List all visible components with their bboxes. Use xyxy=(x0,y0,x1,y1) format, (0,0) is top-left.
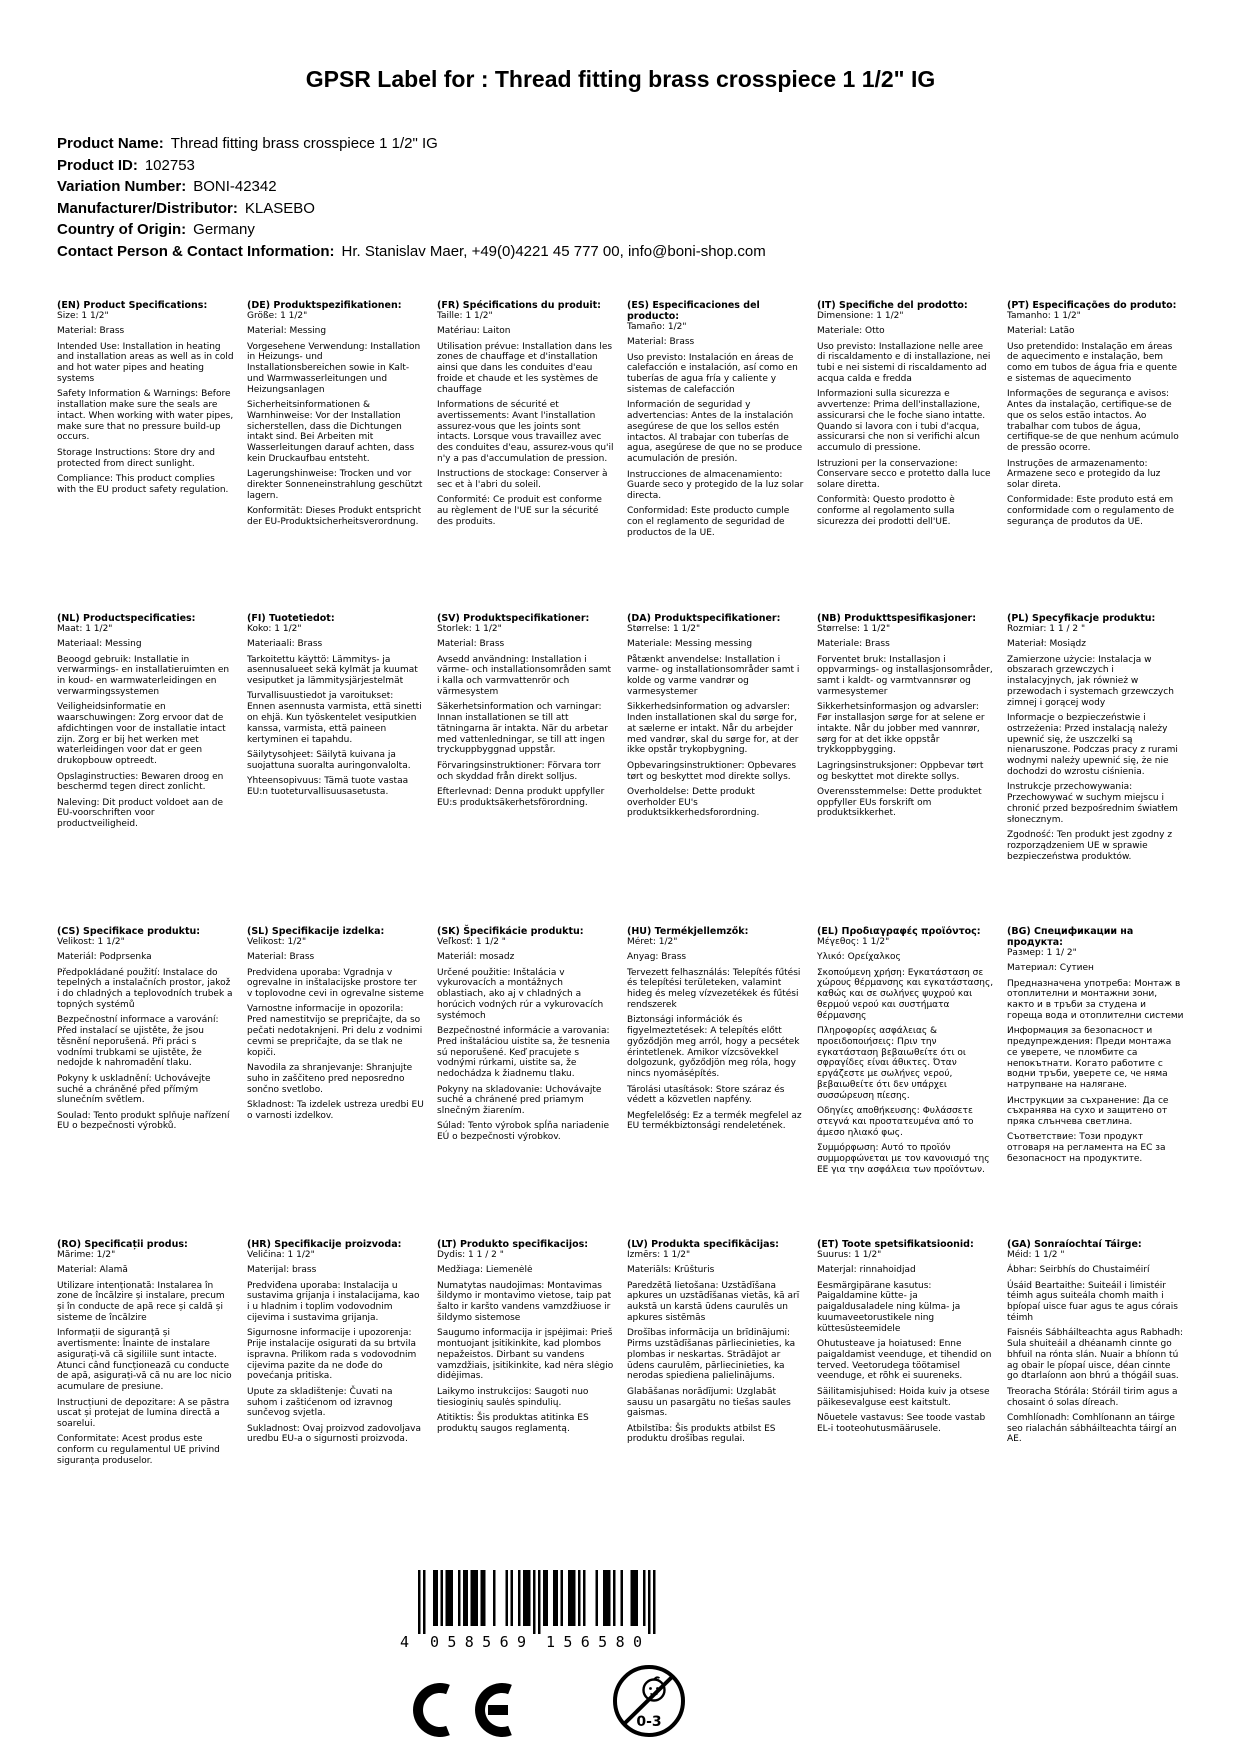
spec-cell-pl xyxy=(1007,613,1184,926)
spec-cell-hr xyxy=(247,1239,424,1552)
spec-paragraph: Uso previsto: Installazione nelle aree di riscaldamento e di installazione, nei tubi e nei sistemi di riscaldamento ad acqua calda e fredda xyxy=(817,341,991,384)
spec-paragraph: Material: Brass xyxy=(627,337,695,348)
spec-paragraph: Instruções de armazenamento: Armazene seco e protegido da luz solar direta. xyxy=(1007,458,1161,491)
spec-cell-sl xyxy=(247,926,424,1239)
spec-heading: (FR) Spécifications du produit: xyxy=(437,300,601,311)
spec-paragraph: Konformität: Dieses Produkt entspricht der EU-Produktsicherheitsverordnung. xyxy=(247,506,422,528)
spec-paragraph: Glabāšanas norādījumi: Uzglabāt sausu un pasargātu no tiešas saules gaismas. xyxy=(627,1386,791,1419)
spec-paragraph: Beoogd gebruik: Installatie in verwarmings- en installatieruimten en in koud- en warmwaterleidingen en verwarmingssystemen xyxy=(57,654,230,697)
spec-heading: (SL) Specifikacije izdelka: xyxy=(247,926,385,937)
spec-paragraph: Méret: 1/2" xyxy=(627,937,678,947)
spec-paragraph: Material: Messing xyxy=(247,326,327,337)
spec-paragraph: Påtænkt anvendelse: Installation i varme- og installationsområder samt i kolde og varme vandrør og varmesystemer xyxy=(627,654,800,697)
barcode-bar xyxy=(553,1570,556,1626)
spec-paragraph: Conformitate: Acest produs este conform cu regulamentul UE privind siguranța produselor. xyxy=(57,1434,220,1467)
product-info-label: Country of Origin: xyxy=(57,221,187,238)
spec-cell-nl xyxy=(57,613,234,926)
spec-paragraph: Informations de sécurité et avertissements: Avant l'installation assurez-vous que les joints sont intacts. Lorsque vous travaillez avec des conduites d'eau, assurez-vous qu'il n'y a pas d'accumulation de pression. xyxy=(437,400,614,465)
product-info-row xyxy=(57,241,1241,263)
spec-heading: (DA) Produktspecifikationer: xyxy=(627,613,781,624)
spec-paragraph: Overholdelse: Dette produkt overholder EU's produktsikkerhedsforordning. xyxy=(627,786,760,819)
spec-paragraph: Material: Latão xyxy=(1007,326,1075,337)
ce-mark-icon xyxy=(404,1682,522,1738)
spec-heading: (HR) Specifikacije proizvoda: xyxy=(247,1239,402,1250)
age-warning-label: 0-3 xyxy=(636,1714,662,1730)
spec-paragraph: Størrelse: 1 1/2" xyxy=(817,624,891,634)
spec-paragraph: Úsáid Beartaithe: Suiteáil i limistéir téimh agus suiteála chomh maith i bpíopaí uisce fuar agus te agus córais téimh xyxy=(1007,1280,1178,1323)
spec-paragraph: Ohutusteave ja hoiatused: Enne paigaldamist veenduge, et tihendid on terved. Veetorudega töötamisel veenduge, et rõhk ei suureneks. xyxy=(817,1339,992,1382)
barcode-bar xyxy=(636,1570,639,1626)
barcode-bar xyxy=(458,1570,461,1626)
spec-paragraph: Biztonsági információk és figyelmeztetések: A telepítés előtt győződjön meg arról, hogy a pecsétek érintetlenek. Amikor vízcsövekkel dolgozunk, győződjön meg róla, hogy nincs nyomásépítés. xyxy=(627,1015,800,1080)
spec-paragraph: Megfelelőség: Ez a termék megfelel az EU termékbiztonsági rendeletének. xyxy=(627,1110,802,1132)
spec-paragraph: Anyag: Brass xyxy=(627,952,687,963)
spec-paragraph: Instrukcje przechowywania: Przechowywać w suchym miejscu i chronić przed bezpośrednim światłem słonecznym. xyxy=(1007,782,1178,825)
product-info-value: Hr. Stanislav Maer, +49(0)4221 45 777 00, info@boni-shop.com xyxy=(341,242,766,260)
barcode-bar xyxy=(481,1570,484,1626)
spec-paragraph: Opslaginstructies: Bewaren droog en beschermd tegen direct zonlicht. xyxy=(57,771,224,793)
spec-cell-hu xyxy=(627,926,804,1239)
spec-paragraph: Μέγεθος: 1 1/2" xyxy=(817,937,890,947)
product-info-label: Product ID: xyxy=(57,156,138,174)
spec-paragraph: Materiał: Mosiądz xyxy=(1007,639,1086,650)
page-title: GPSR Label for : Thread fitting brass crosspiece 1 1/2" IG xyxy=(305,66,936,92)
barcode-right-digits: 156580 xyxy=(546,1633,642,1651)
product-info-label: Contact Person & Contact Information: xyxy=(57,242,335,260)
spec-paragraph: Material: Brass xyxy=(57,326,125,337)
barcode-bar xyxy=(518,1570,521,1626)
spec-paragraph: Tervezett felhasználás: Telepítés fűtési és telepítési területeken, valamint hideg és meleg vízvezetékek és fűtési rendszerek xyxy=(627,967,801,1010)
product-info-label: Manufacturer/Distributor: xyxy=(57,199,238,217)
spec-heading: (NL) Productspecificaties: xyxy=(57,613,196,624)
spec-paragraph: Předpokládané použití: Instalace do tepelných a instalačních prostor, jakož i do chladných a teplovodních trubek a topných systémů xyxy=(57,967,233,1010)
spec-paragraph: Υλικό: Ορείχαλκος xyxy=(817,952,901,963)
spec-heading: (BG) Спецификации на продукта: xyxy=(1007,926,1134,948)
product-info-label: Product Name: xyxy=(57,135,164,152)
specs-grid xyxy=(57,300,1184,1552)
barcode-bar xyxy=(483,1570,486,1626)
spec-paragraph: Atitiktis: Šis produktas atitinka ES produktų saugos reglamentą. xyxy=(437,1412,589,1434)
spec-paragraph: Información de seguridad y advertencias: Antes de la instalación asegúrese de que los sellos estén intactos. Al trabajar con tuberías de agua, asegúrese de que no se produce acumulación de presión. xyxy=(627,400,803,465)
barcode-bar xyxy=(538,1570,541,1634)
spec-paragraph: Navodila za shranjevanje: Shranjujte suho in zaščiteno pred neposredno sončno svetlobo. xyxy=(247,1062,413,1095)
spec-heading: (ES) Especificaciones del producto: xyxy=(627,300,760,322)
spec-paragraph: Materiale: Messing messing xyxy=(627,639,753,650)
spec-paragraph: Instrucțiuni de depozitare: A se păstra uscat și protejat de lumina directă a soarelui. xyxy=(57,1397,230,1430)
spec-paragraph: Uso previsto: Instalación en áreas de calefacción e instalación, así como en tuberías de agua fría y caliente y sistemas de calefacción xyxy=(627,352,798,395)
spec-paragraph: Zgodność: Ten produkt jest zgodny z rozporządzeniem UE w sprawie bezpieczeństwa produktów. xyxy=(1007,830,1173,862)
spec-cell-it xyxy=(817,300,994,613)
spec-paragraph: Pokyny na skladovanie: Uchovávajte suché a chránené pred priamym slnečným žiarením. xyxy=(437,1084,602,1117)
spec-paragraph: Materiaali: Brass xyxy=(247,639,323,650)
spec-cell-fr xyxy=(437,300,614,613)
barcode-bar xyxy=(571,1570,574,1626)
spec-paragraph: Súlad: Tento výrobok spĺňa nariadenie EÚ o bezpečnosti výrobkov. xyxy=(437,1121,610,1143)
barcode-bar xyxy=(608,1570,611,1626)
spec-paragraph: Comhlíonadh: Comhlíonann an táirge seo rialachán sábháilteachta táirgí an AE. xyxy=(1007,1412,1177,1445)
spec-heading: (EL) Προδιαγραφές προϊόντος: xyxy=(817,926,981,937)
barcode-bar xyxy=(613,1570,616,1626)
spec-paragraph: Forventet bruk: Installasjon i oppvarmings- og installasjonsområder, samt i kaldt- og varmtvannsrør og varmesystemer xyxy=(817,654,993,697)
spec-heading: (NB) Produkttspesifikasjoner: xyxy=(817,613,977,624)
spec-paragraph: Οδηγίες αποθήκευσης: Φυλάσσετε στεγνά και προστατευμένα από το άμεσο ηλιακό φως. xyxy=(817,1106,974,1138)
spec-paragraph: Paredzētā lietošana: Uzstādīšana apkures un uzstādīšanas vietās, kā arī aukstā un karstā ūdens caurulēs un apkures sistēmās xyxy=(627,1280,800,1323)
spec-paragraph: Lagringsinstruksjoner: Oppbevar tørt og beskyttet mot direkte sollys. xyxy=(817,760,984,782)
spec-paragraph: Съответствие: Този продукт отговаря на регламента на ЕС за безопасност на продуктите. xyxy=(1007,1132,1166,1165)
spec-heading: (ET) Toote spetsifikatsioonid: xyxy=(817,1239,974,1250)
product-info xyxy=(57,133,1241,262)
barcode-bar xyxy=(648,1570,651,1634)
spec-paragraph: Opbevaringsinstruktioner: Opbevares tørt og beskyttet mod direkte sollys. xyxy=(627,760,797,782)
spec-cell-en xyxy=(57,300,234,613)
spec-cell-et xyxy=(817,1239,994,1552)
spec-paragraph: Určené použitie: Inštalácia v vykurovacích a montážnych oblastiach, ako aj v chladných a horúcich vodných rúr a vykurovacích systémoch xyxy=(437,967,604,1021)
barcode-bar xyxy=(643,1570,646,1626)
spec-heading: (FI) Tuotetiedot: xyxy=(247,613,335,624)
spec-paragraph: Istruzioni per la conservazione: Conservare secco e protetto dalla luce solare diretta. xyxy=(817,458,991,491)
spec-paragraph: Compliance: This product complies with the EU product safety regulation. xyxy=(57,473,229,495)
spec-paragraph: Materijal: brass xyxy=(247,1265,317,1276)
barcode-bar xyxy=(473,1570,476,1626)
spec-paragraph: Informações de segurança e avisos: Antes da instalação, certifique-se de que os selos estão intactos. Ao trabalhar com tubos de água, certifique-se de que nenhum acúmulo de pressão ocorre. xyxy=(1007,389,1179,454)
spec-paragraph: Πληροφορίες ασφάλειας & προειδοποιήσεις: Πριν την εγκατάσταση βεβαιωθείτε ότι οι σφραγίδες είναι άθικτες. Όταν εργάζεστε με σωλήνες νερού, βεβαιωθείτε ότι δεν υπάρχει συσσώρευση πίεσης. xyxy=(817,1026,966,1101)
spec-paragraph: Skladnost: Ta izdelek ustreza uredbi EU o varnosti izdelkov. xyxy=(247,1099,424,1121)
spec-paragraph: Σκοπούμενη χρήση: Εγκατάσταση σε χώρους θέρμανσης και εγκατάστασης, καθώς και σε σωλήνες ψυχρού και θερμού νερού και συστήματα θέρμανσης xyxy=(817,967,994,1021)
product-info-label: Variation Number: xyxy=(57,178,187,195)
spec-paragraph: Materjal: rinnahoidjad xyxy=(817,1265,916,1276)
spec-paragraph: Avsedd användning: Installation i värme- och installationsområden samt i kalla och varmvattenrör och värmesystem xyxy=(437,654,612,697)
spec-cell-pt xyxy=(1007,300,1184,613)
spec-paragraph: Material: Alamă xyxy=(57,1265,128,1276)
spec-paragraph: Overensstemmelse: Dette produktet oppfyller EUs forskrift om produktsikkerhet. xyxy=(817,786,982,819)
spec-paragraph: Informazioni sulla sicurezza e avvertenze: Prima dell'installazione, assicurarsi che le foche siano intatte. Quando si lavora con i tubi d'acqua, assicurarsi che non si verifichi alcun accumulo di pressione. xyxy=(817,389,986,454)
spec-paragraph: Συμμόρφωση: Αυτό το προϊόν συμμορφώνεται με τον κανονισμό της ΕΕ για την ασφάλεια των προϊόντων. xyxy=(817,1143,990,1175)
spec-paragraph: Säilytysohjeet: Säilytä kuivana ja suojattuna suoralta auringonvalolta. xyxy=(247,749,411,771)
spec-paragraph: Materiale: Otto xyxy=(817,326,885,337)
spec-heading: (CS) Specifikace produktu: xyxy=(57,926,201,937)
spec-paragraph: Größe: 1 1/2" xyxy=(247,311,308,321)
spec-paragraph: Размер: 1 1/ 2" xyxy=(1007,948,1077,958)
spec-paragraph: Предназначена употреба: Монтаж в отоплителни и монтажни зони, както и в тръби за студена и гореща вода и отоплителни системи xyxy=(1007,978,1184,1021)
spec-cell-cs xyxy=(57,926,234,1239)
spec-paragraph: Saugumo informacija ir įspėjimai: Prieš montuojant įsitikinkite, kad plombos nepažeistos. Dirbant su vandens vamzdžiais, įsitikinkite, kad nėra slėgio didėjimas. xyxy=(437,1328,614,1382)
spec-paragraph: Storlek: 1 1/2" xyxy=(437,624,502,634)
spec-paragraph: Sicherheitsinformationen & Warnhinweise: Vor der Installation sicherstellen, dass die Dichtungen intakt sind. Bei Arbeiten mit Wasserleitungen darauf achten, dass kein Druckaufbau entsteht. xyxy=(247,400,415,465)
spec-paragraph: Varnostne informacije in opozorila: Pred namestitvijo se prepričajte, da so pečati nedotaknjeni. Pri delu z vodnimi cevmi se prepričajte, da se tlak ne kopiči. xyxy=(247,1004,423,1058)
spec-paragraph: Инструкции за съхранение: Да се съхранява на сухо и защитено от пряка слънчева светлина. xyxy=(1007,1095,1169,1128)
barcode-bar xyxy=(573,1570,576,1626)
spec-cell-de xyxy=(247,300,424,613)
barcode-bar xyxy=(606,1570,609,1626)
spec-paragraph: Sukladnost: Ovaj proizvod zadovoljava uredbu EU-a o sigurnosti proizvoda. xyxy=(247,1423,421,1445)
spec-paragraph: Materiál: Podprsenka xyxy=(57,952,152,963)
spec-cell-da xyxy=(627,613,804,926)
spec-heading: (LV) Produkta specifikācijas: xyxy=(627,1239,779,1250)
barcode-left-digits: 058569 xyxy=(430,1633,526,1651)
spec-paragraph: Laikymo instrukcijos: Saugoti nuo tiesioginių saulės spindulių. xyxy=(437,1386,589,1408)
barcode-bar xyxy=(493,1570,496,1626)
spec-paragraph: Nõuetele vastavus: See toode vastab EL-i tooteohutusmäärusele. xyxy=(817,1412,986,1434)
spec-cell-nb xyxy=(817,613,994,926)
compliance-marks xyxy=(404,1662,1241,1740)
spec-paragraph: Faisnéis Sábháilteachta agus Rabhadh: Sula shuiteáil a dhéanamh cinnte go bhfuil na rónta slán. Nuair a bhíonn tú ag obair le píopaí uisce, déan cinnte go dtarlaíonn aon bhrú a thógáil suas. xyxy=(1007,1328,1184,1382)
spec-paragraph: Treoracha Stórála: Stóráil tirim agus a chosaint ó solas díreach. xyxy=(1007,1386,1178,1408)
spec-paragraph: Tarkoitettu käyttö: Lämmitys- ja asennusalueet sekä kylmät ja kuumat vesiputket ja lämmitysjärjestelmät xyxy=(247,654,418,687)
spec-paragraph: Veiligheidsinformatie en waarschuwingen: Zorg ervoor dat de afdichtingen voor de installatie intact zijn. Zorg er bij het werken met waterleidingen voor dat er geen drukopbouw optreedt. xyxy=(57,702,226,767)
barcode-bar xyxy=(448,1570,451,1626)
spec-heading: (RO) Specificații produs: xyxy=(57,1239,188,1250)
spec-paragraph: Méid: 1 1/2 " xyxy=(1007,1250,1065,1260)
spec-paragraph: Soulad: Tento produkt splňuje nařízení EU o bezpečnosti výrobků. xyxy=(57,1110,230,1132)
spec-cell-lt xyxy=(437,1239,614,1552)
spec-paragraph: Säkerhetsinformation och varningar: Innan installationen se till att tätningarna är intakta. När du arbetar med vattenledningar, se till att ingen tryckuppbyggnad uppstår. xyxy=(437,702,608,756)
product-info-row xyxy=(57,133,1241,155)
spec-paragraph: Utilisation prévue: Installation dans les zones de chauffage et d'installation ainsi que dans les conduites d'eau froide et chaude et les systèmes de chauffage xyxy=(437,341,613,395)
spec-paragraph: Conformidad: Este producto cumple con el reglamento de seguridad de productos de la UE. xyxy=(627,506,790,539)
spec-paragraph: Drošības informācija un brīdinājumi: Pirms uzstādīšanas pārliecinieties, ka plombas ir neskartas. Strādājot ar ūdens caurulēm, pārliecinieties, ka nerodas spiediena palielinājums. xyxy=(627,1328,796,1382)
spec-heading: (HU) Termékjellemzők: xyxy=(627,926,749,937)
barcode xyxy=(388,1570,688,1652)
spec-paragraph: Материал: Сутиен xyxy=(1007,963,1094,974)
barcode-bar xyxy=(466,1570,469,1626)
spec-heading: (IT) Specifiche del prodotto: xyxy=(817,300,968,311)
spec-paragraph: Mărime: 1/2" xyxy=(57,1250,116,1260)
spec-paragraph: Safety Information & Warnings: Before installation make sure the seals are intact. When working with water pipes, make sure that no pressure build-up occurs. xyxy=(57,389,234,443)
spec-cell-sk xyxy=(437,926,614,1239)
spec-cell-bg xyxy=(1007,926,1184,1239)
barcode-bar xyxy=(653,1570,656,1634)
spec-paragraph: Velikost: 1 1/2" xyxy=(57,937,125,947)
barcode-bar xyxy=(511,1570,514,1626)
product-info-value: KLASEBO xyxy=(244,199,315,217)
spec-paragraph: Informații de siguranță și avertismente: Înainte de instalare asigurați-vă că sigiliile sunt intacte. Atunci când funcționează cu conducte de apă, asigurați-vă că nu are loc nicio acumulare de presiune. xyxy=(57,1328,232,1393)
barcode-bar xyxy=(451,1570,454,1626)
spec-paragraph: Matériau: Laiton xyxy=(437,326,511,337)
spec-paragraph: Numatytas naudojimas: Montavimas šildymo ir montavimo vietose, taip pat šalto ir karšto vandens vamzdžiuose ir šildymo sistemose xyxy=(437,1280,612,1323)
spec-heading: (PL) Specyfikacje produktu: xyxy=(1007,613,1156,624)
barcode-bar xyxy=(533,1570,536,1634)
spec-paragraph: Atbilstība: Šis produkts atbilst ES produktu drošības regulai. xyxy=(627,1423,776,1445)
barcode-prefix-digit: 4 xyxy=(400,1633,410,1651)
spec-paragraph: Veľkosť: 1 1/2 " xyxy=(437,937,506,947)
spec-paragraph: Instructions de stockage: Conserver à sec et à l'abri du soleil. xyxy=(437,469,608,491)
barcode-bar xyxy=(463,1570,466,1626)
spec-paragraph: Predviđena uporaba: Instalacija u sustavima grijanja i instalacijama, kao i u hladnim i toplim vodovodnim cijevima i sustavima grijanja. xyxy=(247,1280,420,1323)
spec-paragraph: Tamaño: 1/2" xyxy=(627,322,687,332)
spec-paragraph: Storage Instructions: Store dry and protected from direct sunlight. xyxy=(57,447,216,469)
spec-paragraph: Instrucciones de almacenamiento: Guarde seco y protegido de la luz solar directa. xyxy=(627,469,804,502)
spec-paragraph: Rozmiar: 1 1 / 2 " xyxy=(1007,624,1086,634)
spec-paragraph: Säilitamisjuhised: Hoida kuiv ja otsese päikesevalguse eest kaitstult. xyxy=(817,1386,990,1408)
barcode-bars xyxy=(418,1570,656,1634)
spec-cell-lv xyxy=(627,1239,804,1552)
spec-paragraph: Sikkerhedsinformation og advarsler: Inden installationen skal du sørge for, at sælerne er intakt. Når du arbejder med vandrør, skal du sørge for, at der ikke opstår trykopbygning. xyxy=(627,702,799,756)
spec-paragraph: Størrelse: 1 1/2" xyxy=(627,624,701,634)
spec-paragraph: Pokyny k uskladnění: Uchovávejte suché a chráněné před přímým slunečním světlem. xyxy=(57,1073,211,1106)
spec-heading: (SV) Produktspecifikationer: xyxy=(437,613,590,624)
spec-paragraph: Tárolási utasítások: Store száraz és védett a közvetlen napfény. xyxy=(627,1084,785,1106)
barcode-bar xyxy=(433,1570,436,1626)
barcode-bar xyxy=(546,1570,549,1626)
product-info-value: Thread fitting brass crosspiece 1 1/2" IG xyxy=(170,135,438,152)
barcode-bar xyxy=(476,1570,479,1626)
barcode-bar xyxy=(418,1570,421,1634)
spec-cell-el xyxy=(817,926,994,1239)
product-info-row xyxy=(57,176,1241,198)
spec-heading: (GA) Sonraíochtaí Táirge: xyxy=(1007,1239,1142,1250)
spec-paragraph: Sigurnosne informacije i upozorenja: Prije instalacije osigurati da su brtvila ispravna. Prilikom rada s vodovodnim cijevima pazite da ne dođe do povećanja pritiska. xyxy=(247,1328,417,1382)
spec-paragraph: Materiāls: Krūšturis xyxy=(627,1265,715,1276)
spec-paragraph: Velikost: 1/2" xyxy=(247,937,307,947)
spec-heading: (LT) Produkto specifikacijos: xyxy=(437,1239,589,1250)
spec-paragraph: Informacje o bezpieczeństwie i ostrzeżenia: Przed instalacją należy upewnić się, że uszczelki są nienaruszone. Podczas pracy z rurami wodnymi należy upewnić się, że nie dochodzi do wzrostu ciśnienia. xyxy=(1007,713,1178,778)
spec-heading: (SK) Špecifikácie produktu: xyxy=(437,926,584,937)
barcode-bar xyxy=(631,1570,634,1626)
spec-paragraph: Conformité: Ce produit est conforme au règlement de l'UE sur la sécurité des produits. xyxy=(437,495,602,528)
spec-paragraph: Intended Use: Installation in heating and installation areas as well as in cold and hot water pipes and heating systems xyxy=(57,341,234,384)
barcode-image xyxy=(388,1570,688,1652)
spec-paragraph: Vorgesehene Verwendung: Installation in Heizungs- und Installationsbereichen sowie in Kalt- und Warmwasserleitungen und Heizungsanlagen xyxy=(247,341,421,395)
spec-paragraph: Izmērs: 1 1/2" xyxy=(627,1250,691,1260)
barcode-bar xyxy=(506,1570,509,1626)
barcode-bar xyxy=(578,1570,581,1626)
spec-cell-fi xyxy=(247,613,424,926)
spec-paragraph: Medžiaga: Liemenėlė xyxy=(437,1265,533,1276)
spec-paragraph: Förvaringsinstruktioner: Förvara torr och skyddad från direkt solljus. xyxy=(437,760,601,782)
spec-paragraph: Conformità: Questo prodotto è conforme al regolamento sulla sicurezza dei prodotti dell'UE. xyxy=(817,495,955,528)
spec-paragraph: Size: 1 1/2" xyxy=(57,311,109,321)
spec-paragraph: Bezpečnostní informace a varování: Před instalací se ujistěte, že jsou těsnění neporušená. Při práci s vodními trubkami se ujistěte, že nedojde k nahromadění tlaku. xyxy=(57,1015,219,1069)
spec-paragraph: Naleving: Dit product voldoet aan de EU-voorschriften voor productveiligheid. xyxy=(57,797,224,830)
spec-paragraph: Tamanho: 1 1/2" xyxy=(1007,311,1081,321)
spec-paragraph: Lagerungshinweise: Trocken und vor direkter Sonneneinstrahlung geschützt lagern. xyxy=(247,469,423,501)
spec-paragraph: Bezpečnostné informácie a varovania: Pred inštaláciou uistite sa, že tesnenia sú neporušené. Keď pracujete s vodnými rúrkami, uistite sa, že nedochádza k žiadnemu tlaku. xyxy=(437,1026,610,1080)
barcode-bar xyxy=(603,1570,606,1626)
barcode-bar xyxy=(568,1570,571,1626)
product-info-value: BONI-42342 xyxy=(193,178,277,195)
barcode-bar xyxy=(446,1570,449,1626)
spec-paragraph: Ábhar: Seirbhís do Chustaiméirí xyxy=(1007,1265,1150,1276)
spec-heading: (EN) Product Specifications: xyxy=(57,300,208,311)
barcode-bar xyxy=(561,1570,564,1626)
barcode-bar xyxy=(633,1570,636,1626)
spec-paragraph: Eesmärgipärane kasutus: Paigaldamine kütte- ja paigaldusaladele ning külma- ja kuumaveetorustikele ning küttesüsteemidele xyxy=(817,1280,961,1334)
spec-paragraph: Materiaal: Messing xyxy=(57,639,142,650)
spec-paragraph: Yhteensopivuus: Tämä tuote vastaa EU:n tuoteturvallisuusasetusta. xyxy=(247,776,409,797)
spec-paragraph: Информация за безопасност и предупреждения: Преди монтажа се уверете, че пломбите са непокътнати. Когато работите с водни тръби, уверете се, че няма натрупване на налягане. xyxy=(1007,1026,1172,1091)
barcode-bar xyxy=(543,1570,546,1626)
age-warning-0-3-icon xyxy=(610,1662,688,1740)
spec-paragraph: Suurus: 1 1/2" xyxy=(817,1250,882,1260)
product-info-value: Germany xyxy=(193,221,255,238)
spec-paragraph: Uso pretendido: Instalação em áreas de aquecimento e instalação, bem como em tubos de água fria e quente e sistemas de aquecimento xyxy=(1007,341,1178,384)
barcode-bar xyxy=(523,1570,526,1626)
spec-paragraph: Taille: 1 1/2" xyxy=(437,311,493,321)
spec-cell-es xyxy=(627,300,804,613)
spec-cell-ga xyxy=(1007,1239,1184,1552)
spec-heading: (DE) Produktspezifikationen: xyxy=(247,300,402,311)
product-info-row xyxy=(57,198,1241,220)
product-info-row xyxy=(57,219,1241,241)
spec-paragraph: Dimensione: 1 1/2" xyxy=(817,311,904,321)
spec-paragraph: Turvallisuustiedot ja varoitukset: Ennen asennusta varmista, että sinetti on ehjä. Kun työskentelet vesiputkien kanssa, varmista, että paineen kertyminen ei tapahdu. xyxy=(247,691,422,745)
spec-paragraph: Materiale: Brass xyxy=(817,639,890,650)
barcode-bar xyxy=(583,1570,586,1626)
barcode-bar xyxy=(526,1570,529,1626)
spec-paragraph: Material: Brass xyxy=(247,952,315,963)
spec-paragraph: Materiál: mosadz xyxy=(437,952,515,963)
spec-paragraph: Material: Brass xyxy=(437,639,505,650)
product-info-row xyxy=(57,155,1241,177)
spec-paragraph: Koko: 1 1/2" xyxy=(247,624,302,634)
spec-paragraph: Upute za skladištenje: Čuvati na suhom i zaštićenom od izravnog sunčevog svjetla. xyxy=(247,1386,393,1419)
barcode-bar xyxy=(436,1570,439,1626)
spec-paragraph: Zamierzone użycie: Instalacja w obszarach grzewczych i instalacyjnych, jak również w przewodach i systemach grzewczych zimnej i gorącej wody xyxy=(1007,654,1174,708)
barcode-bar xyxy=(596,1570,599,1626)
spec-paragraph: Conformidade: Este produto está em conformidade com o regulamento de segurança de produtos da UE. xyxy=(1007,495,1175,528)
barcode-bar xyxy=(556,1570,559,1626)
spec-paragraph: Sikkerhetsinformasjon og advarsler: Før installasjon sørge for at selene er intakte. Når du jobber med vannrør, sørg for at det ikke oppstår trykkoppbygging. xyxy=(817,702,985,756)
barcode-bar xyxy=(423,1570,426,1634)
product-info-value: 102753 xyxy=(144,156,195,174)
barcode-bar xyxy=(441,1570,444,1626)
spec-paragraph: Maat: 1 1/2" xyxy=(57,624,113,634)
spec-cell-ro xyxy=(57,1239,234,1552)
spec-paragraph: Predvidena uporaba: Vgradnja v ogrevalne in inštalacijske prostore ter v toplovodne cevi in ogrevalne sisteme xyxy=(247,967,424,1000)
barcode-bar xyxy=(471,1570,474,1626)
spec-cell-sv xyxy=(437,613,614,926)
spec-paragraph: Veličina: 1 1/2" xyxy=(247,1250,315,1260)
spec-heading: (PT) Especificações do produto: xyxy=(1007,300,1177,311)
spec-paragraph: Efterlevnad: Denna produkt uppfyller EU:s produktsäkerhetsförordning. xyxy=(437,786,605,808)
barcode-bar xyxy=(528,1570,531,1626)
spec-paragraph: Dydis: 1 1 / 2 " xyxy=(437,1250,504,1260)
spec-paragraph: Utilizare intenționată: Instalarea în zone de încălzire și instalare, precum și în conducte de apă rece și caldă și sisteme de încălzire xyxy=(57,1280,225,1323)
barcode-bar xyxy=(621,1570,624,1626)
